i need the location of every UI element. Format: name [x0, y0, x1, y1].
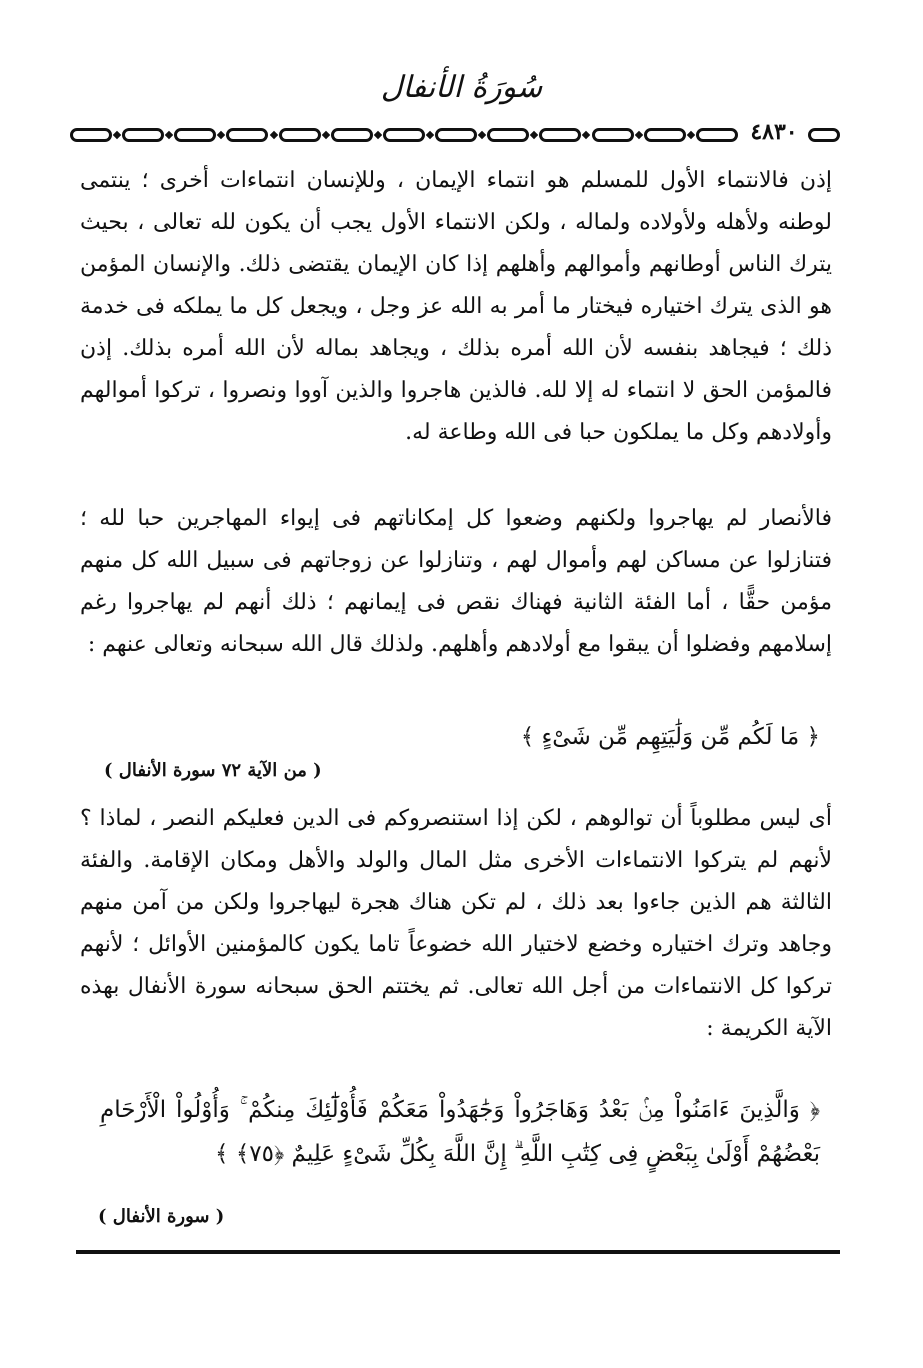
footer-rule: [76, 1250, 840, 1254]
verse-reference: ( سورة الأنفال ): [98, 1206, 225, 1227]
diamond-icon: [478, 131, 486, 139]
diamond-icon: [634, 131, 642, 139]
paragraph: أى ليس مطلوباً أن توالوهم ، لكن إذا استنصروكم فى الدين فعليكم النصر ، لماذا ؟ لأنهم لم يتركوا الانتماءات الأخرى مثل المال والولد والأهل ومكان الإقامة. والفئة الثالثة هم الذين جاءوا بعد ذلك ، لم تكن هناك هجرة ليهاجروا ولكن من آمن منهم وجاهد وترك اختياره وخضع لاختيار الله خضوعاً تاما يكون كالمؤمنين الأوائل ؛ لأنهم تركوا كل الانتماءات من أجل الله تعالى. ثم يختتم الحق سبحانه سورة الأنفال بهذه الآية الكريمة :: [80, 806, 832, 1041]
diamond-icon: [687, 131, 695, 139]
chain-link-icon: [122, 128, 164, 142]
quran-verse: ﴿ مَا لَكُم مِّن وَلَٰيَتِهِم مِّن شَىْءٍ ﴾: [520, 724, 820, 750]
chain-link-icon: [539, 128, 581, 142]
chain-link-icon: [383, 128, 425, 142]
diamond-icon: [321, 131, 329, 139]
diamond-icon: [582, 131, 590, 139]
diamond-icon: [426, 131, 434, 139]
chain-link-icon: [696, 128, 738, 142]
diamond-icon: [217, 131, 225, 139]
verse-reference: ( من الآية ٧٢ سورة الأنفال ): [104, 760, 322, 781]
chain-link-icon: [174, 128, 216, 142]
diamond-icon: [113, 131, 121, 139]
paragraph: إذن فالانتماء الأول للمسلم هو انتماء الإيمان ، وللإنسان انتماءات أخرى ؛ ينتمى لوطنه ولأهله ولأولاده ولماله ، ولكن الانتماء الأول يجب أن يكون لله تعالى ، بحيث يترك الناس أوطانهم وأموالهم وأهلهم إذا كان الإيمان يقتضى ذلك. والإنسان المؤمن هو الذى يترك اختياره فيختار ما أمر به الله عز وجل ، ويجعل كل ما يملكه فى خدمة ذلك ؛ فيجاهد بنفسه لأن الله أمره بذلك ، ويجاهد بماله لأن الله أمره بذلك. إذن فالمؤمن الحق لا انتماء له إلا لله. فالذين هاجروا والذين آووا ونصروا ، تركوا أموالهم وأولادهم وكل ما يملكون حبا فى الله وطاعة له.: [80, 168, 832, 445]
page-header-ornament: [70, 119, 840, 148]
page-number: ٤٨٣٠: [750, 119, 798, 145]
chain-link-icon: [487, 128, 529, 142]
chain-link-icon: [70, 128, 112, 142]
diamond-icon: [269, 131, 277, 139]
diamond-icon: [530, 131, 538, 139]
chain-link-icon: [808, 128, 840, 142]
chain-link-icon: [226, 128, 268, 142]
surah-title: سُورَةُ الأنفال: [380, 70, 543, 105]
chain-link-icon: [279, 128, 321, 142]
chain-link-icon: [644, 128, 686, 142]
chain-link-icon: [592, 128, 634, 142]
quran-verse: ﴿ وَالَّذِينَ ءَامَنُواْ مِنۢ بَعْدُ وَهَاجَرُواْ وَجَٰهَدُواْ مَعَكُمْ فَأُوْلَٰٓئِكَ مِنكُمْ ۚ وَأُوْلُواْ الْأَرْحَامِ بَعْضُهُمْ أَوْلَىٰ بِبَعْضٍ فِى كِتَٰبِ اللَّهِ ۗ إِنَّ اللَّهَ بِكُلِّ شَىْءٍ عَلِيمٌ ﴿٧٥﴾ ﴾: [100, 1097, 820, 1167]
chain-ornament: [70, 122, 738, 148]
diamond-icon: [165, 131, 173, 139]
chain-link-icon: [435, 128, 477, 142]
diamond-icon: [374, 131, 382, 139]
chain-link-icon: [331, 128, 373, 142]
paragraph: فالأنصار لم يهاجروا ولكنهم وضعوا كل إمكاناتهم فى إيواء المهاجرين حبا لله ؛ فتنازلوا عن مساكن لهم وأموال لهم ، وتنازلوا عن زوجاتهم فى سبيل الله كل منهم مؤمن حقًّا ، أما الفئة الثانية فهناك نقص فى إيمانهم ؛ ذلك أنهم لم يهاجروا رغم إسلامهم وفضلوا أن يبقوا مع أولادهم وأهلهم. ولذلك قال الله سبحانه وتعالى عنهم :: [80, 506, 832, 657]
